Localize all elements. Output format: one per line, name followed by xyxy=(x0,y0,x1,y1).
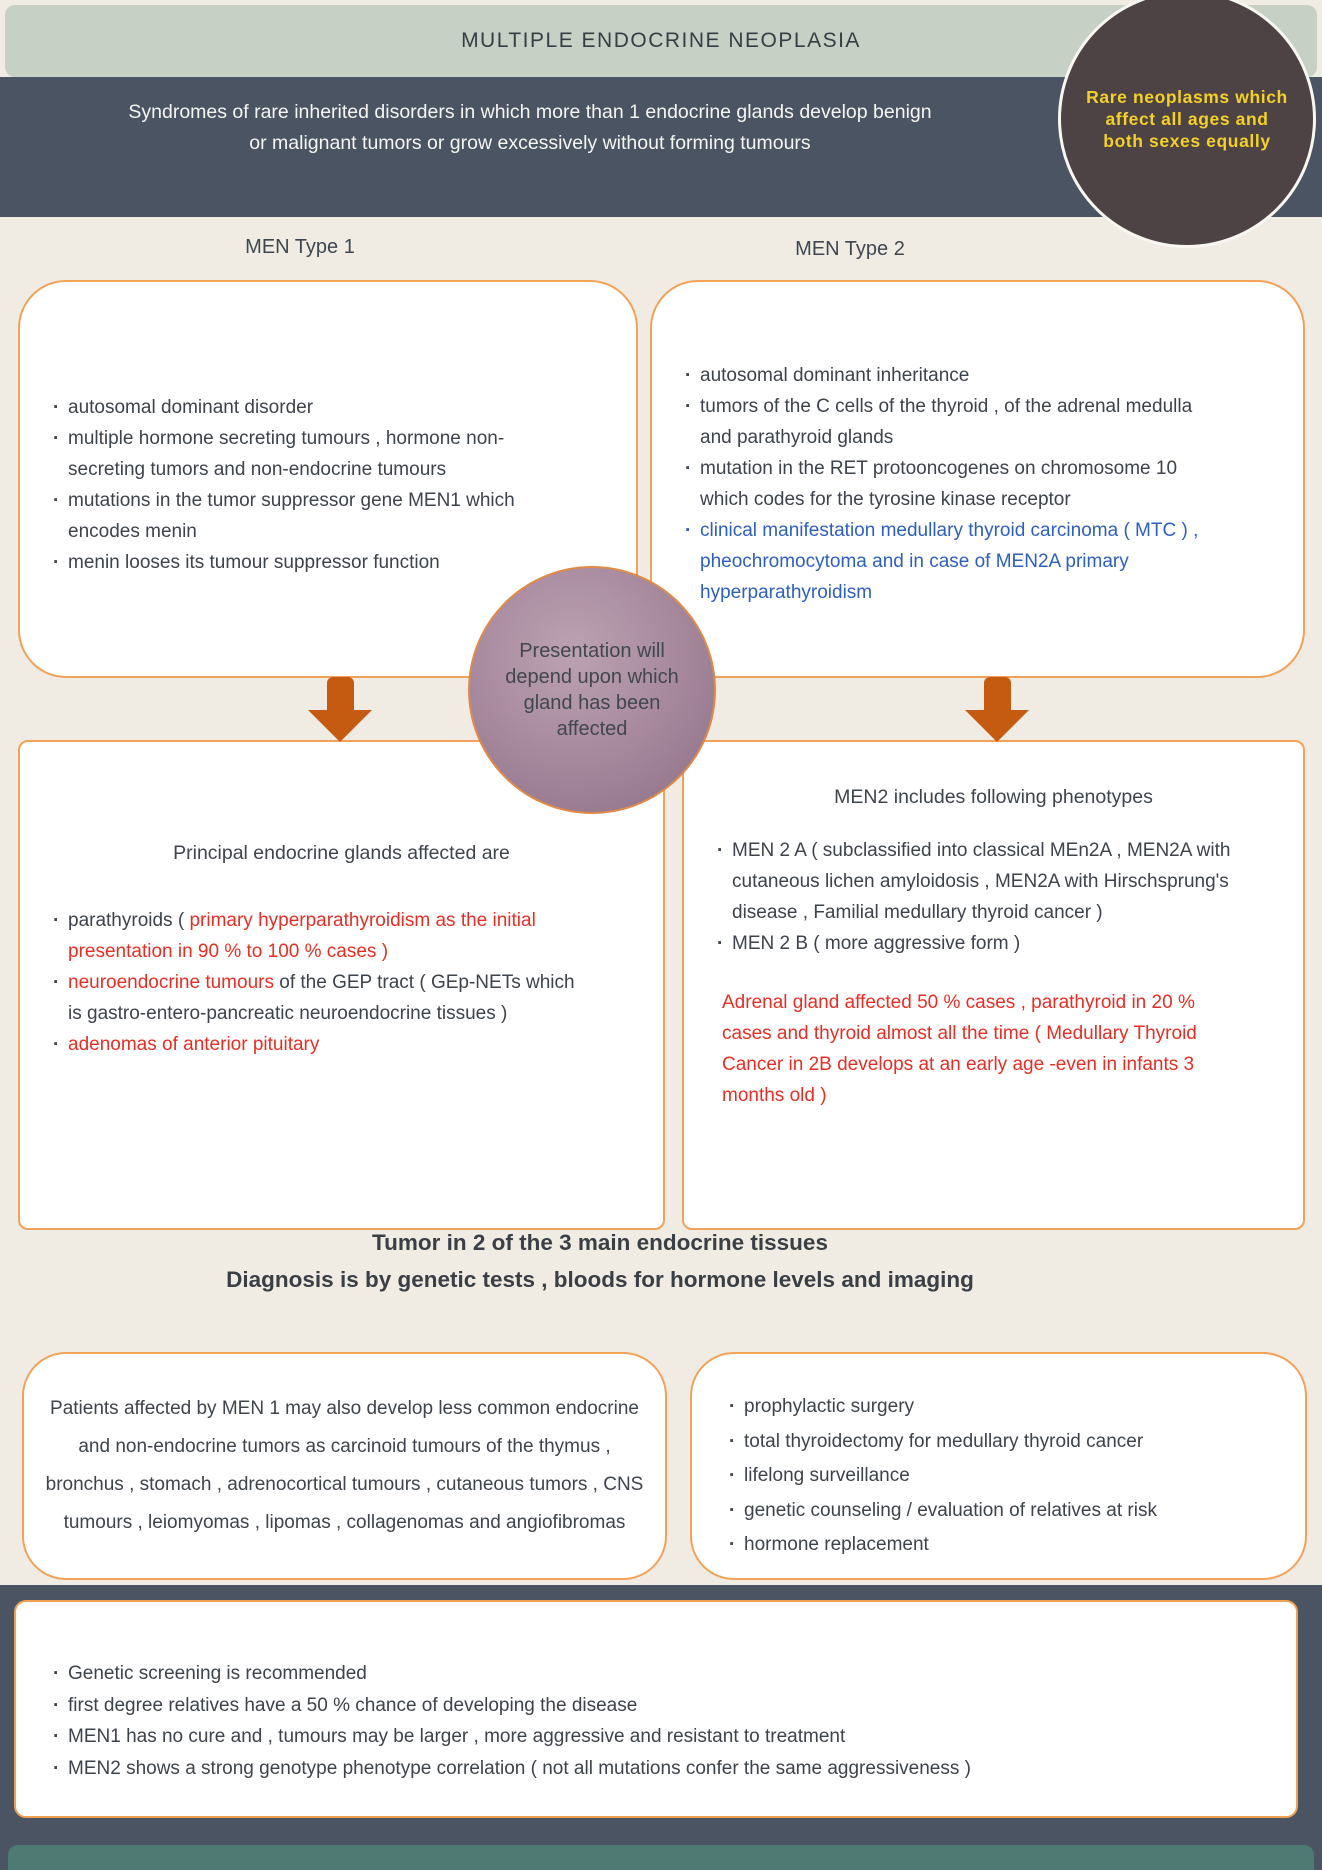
adrenal-note: Adrenal gland affected 50 % cases , parathyroid in 20 % cases and thyroid almost all the time ( Medullary Thyroid Cancer in 2B develops at an early age -even in infants 3 months old ) xyxy=(722,992,1197,1106)
list-item xyxy=(68,967,575,1029)
list-item: · prophylactic surgery xyxy=(744,1390,1305,1425)
men-type-1-heading: MEN Type 1 xyxy=(245,236,355,258)
men2-features-box xyxy=(650,280,1305,678)
list-item: · Genetic screening is recommended xyxy=(68,1658,1296,1690)
list-item: · mutations in the tumor suppressor gene MEN1 which encodes menin xyxy=(68,485,562,547)
men2-phenotypes-list xyxy=(714,835,1254,959)
men2-phenotypes-box xyxy=(682,740,1305,1230)
list-item: · MEN 2 A ( subclassified into classical MEn2A , MEN2A with cutaneous lichen amyloidosis , MEN2A with Hirschsprung's disease , Familial medullary thyroid cancer ) xyxy=(732,835,1254,928)
list-item xyxy=(68,905,575,967)
arrow-stem xyxy=(327,677,354,710)
rare-neoplasms-badge xyxy=(1058,0,1316,248)
men2-management-list xyxy=(726,1390,1305,1563)
text-segment: parathyroids ( xyxy=(68,910,190,931)
list-item-blue: · clinical manifestation medullary thyroid carcinoma ( MTC ) , pheochromocytoma and in case of MEN2A primary hyperparathyroidism xyxy=(700,515,1222,608)
subtitle-line2: or malignant tumors or grow excessively without forming tumours xyxy=(249,132,811,154)
list-item: · mutation in the RET protooncogenes on chromosome 10 which codes for the tyrosine kinase receptor xyxy=(700,453,1222,515)
diagnosis-line1: Tumor in 2 of the 3 main endocrine tissues xyxy=(372,1230,828,1255)
diagnosis-line2: Diagnosis is by genetic tests , bloods for hormone levels and imaging xyxy=(226,1267,974,1292)
men2-management-box xyxy=(690,1352,1307,1580)
down-arrow-icon xyxy=(965,677,1029,742)
list-item: · total thyroidectomy for medullary thyroid cancer xyxy=(744,1425,1305,1460)
list-item: · MEN2 shows a strong genotype phenotype correlation ( not all mutations confer the same aggressiveness ) xyxy=(68,1753,1296,1785)
list-item: · multiple hormone secreting tumours , hormone non-secreting tumors and non-endocrine tumours xyxy=(68,423,562,485)
subtitle-line1: Syndromes of rare inherited disorders in which more than 1 endocrine glands develop benign xyxy=(128,101,932,123)
arrow-head xyxy=(308,710,372,742)
presentation-circle xyxy=(468,566,716,814)
list-item: · MEN1 has no cure and , tumours may be larger , more aggressive and resistant to treatment xyxy=(68,1721,1296,1753)
footer-summary-box xyxy=(14,1600,1298,1818)
men-type-2-heading: MEN Type 2 xyxy=(795,238,905,260)
list-item: · tumors of the C cells of the thyroid , of the adrenal medulla and parathyroid glands xyxy=(700,391,1222,453)
diagnosis-note xyxy=(0,1224,1200,1298)
men2-features-list xyxy=(682,360,1222,608)
list-item: · lifelong surveillance xyxy=(744,1459,1305,1494)
text-segment-red: adenomas of anterior pituitary xyxy=(68,1034,320,1055)
text-segment-red: neuroendocrine tumours xyxy=(68,972,274,993)
bottom-teal-bar xyxy=(8,1845,1314,1870)
arrow-stem xyxy=(984,677,1011,710)
list-item: · hormone replacement xyxy=(744,1528,1305,1563)
text-segment-red: primary hyperparathyroidism as the initial presentation in 90 % to 100 % cases ) xyxy=(68,910,536,962)
list-item: · menin looses its tumour suppressor function xyxy=(68,547,562,578)
presentation-note: Presentation will depend upon which gland has been affected xyxy=(505,640,679,740)
glands-heading: Principal endocrine glands affected are xyxy=(173,842,510,864)
men1-glands-box xyxy=(18,740,665,1230)
list-item: · genetic counseling / evaluation of relatives at risk xyxy=(744,1494,1305,1529)
list-item: · autosomal dominant inheritance xyxy=(700,360,1222,391)
list-item: · MEN 2 B ( more aggressive form ) xyxy=(732,928,1254,959)
arrow-head xyxy=(965,710,1029,742)
text-segment: of the GEP tract ( GEp-NETs which is gastro-entero-pancreatic neuroendocrine tissues ) xyxy=(68,972,575,1024)
list-item: · first degree relatives have a 50 % chance of developing the disease xyxy=(68,1690,1296,1722)
phenotypes-heading: MEN2 includes following phenotypes xyxy=(834,786,1153,808)
list-item xyxy=(68,1029,575,1060)
men1-extra-tumors-box xyxy=(22,1352,667,1580)
men1-glands-list xyxy=(50,905,575,1060)
men1-features-list xyxy=(50,392,562,578)
subtitle xyxy=(0,97,1060,159)
men1-extra-note: Patients affected by MEN 1 may also develop less common endocrine and non-endocrine tumors as carcinoid tumours of the thymus , bronchus , stomach , adrenocortical tumours , cutaneous tumors , CNS tumours , leiomyomas , lipomas , collagenomas and angiofibromas xyxy=(45,1398,644,1533)
footer-summary-list xyxy=(50,1658,1296,1784)
list-item: · autosomal dominant disorder xyxy=(68,392,562,423)
down-arrow-icon xyxy=(308,677,372,742)
badge-text: Rare neoplasms which affect all ages and both sexes equally xyxy=(1086,87,1288,151)
page-title: MULTIPLE ENDOCRINE NEOPLASIA xyxy=(461,29,861,52)
